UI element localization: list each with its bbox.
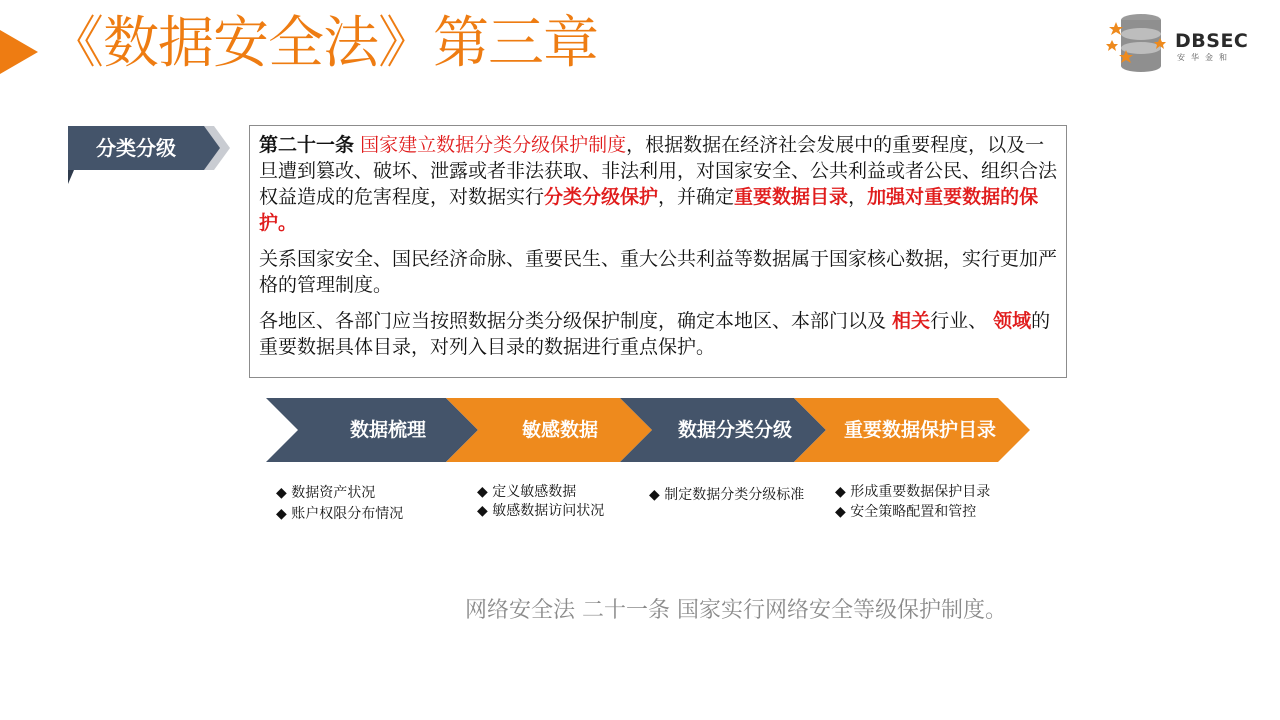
article-textbox <box>249 125 1067 378</box>
article-text: ，并确定 <box>658 186 735 208</box>
logo-subtitle: 安华金和 <box>1177 53 1233 62</box>
bullet-item: ◆ 定义敏感数据 <box>477 483 604 502</box>
step-2-bullets <box>477 483 604 521</box>
bullet-item: ◆ 制定数据分类分级标准 <box>649 485 804 506</box>
article-number: 第二十一条 <box>259 134 355 156</box>
section-tag-label: 分类分级 <box>96 136 176 160</box>
article-paragraph-1 <box>259 132 1058 236</box>
article-text: 的重要数据具体目录，对列入目录的数据进行重点保护。 <box>259 310 1051 358</box>
step-3-bullets <box>649 485 804 506</box>
logo-text: DBSEC <box>1175 30 1249 52</box>
bullet-item: ◆ 账户权限分布情况 <box>276 504 403 525</box>
highlight-text: 加强对重要数据的保护。 <box>259 186 1039 234</box>
page-title: 《数据安全法》第三章 <box>48 11 598 76</box>
highlight-text: 相关 <box>892 310 931 332</box>
step-4-bullets <box>835 482 990 522</box>
step-1-bullets <box>276 483 403 525</box>
process-step-4-label: 重要数据保护目录 <box>843 419 996 441</box>
article-text: 行业、 <box>930 310 994 332</box>
bullet-item: ◆ 形成重要数据保护目录 <box>835 482 990 502</box>
article-text: ， <box>848 186 868 208</box>
bullet-item: ◆ 安全策略配置和管控 <box>835 502 990 522</box>
process-step-1-label: 数据梳理 <box>349 419 426 441</box>
article-paragraph-3 <box>259 308 1058 360</box>
process-step-2-label: 敏感数据 <box>521 419 598 441</box>
highlight-text: 领域 <box>993 310 1032 332</box>
process-step-3-label: 数据分类分级 <box>677 419 792 441</box>
article-text: ，根据数据在经济社会发展中的重要程度，以及一旦遭到篡改、破坏、泄露或者非法获取、非法利用，对国家安全、公共利益或者公民、组织合法权益造成的危害程度，对数据实行 <box>259 134 1058 208</box>
article-paragraph-2: 关系国家安全、国民经济命脉、重要民生、重大公共利益等数据属于国家核心数据，实行更加严格的管理制度。 <box>259 248 1058 296</box>
bullet-item: ◆ 敏感数据访问状况 <box>477 502 604 521</box>
footer-note: 网络安全法 二十一条 国家实行网络安全等级保护制度。 <box>465 598 1007 623</box>
title-arrow-icon <box>0 30 38 74</box>
highlight-text: 分类分级保护 <box>544 186 659 208</box>
bullet-item: ◆ 数据资产状况 <box>276 483 403 504</box>
article-text: 各地区、各部门应当按照数据分类分级保护制度，确定本地区、本部门以及 <box>259 310 893 332</box>
highlight-text: 重要数据目录 <box>734 186 849 208</box>
highlight-text: 国家建立数据分类分级保护制度 <box>360 134 627 156</box>
